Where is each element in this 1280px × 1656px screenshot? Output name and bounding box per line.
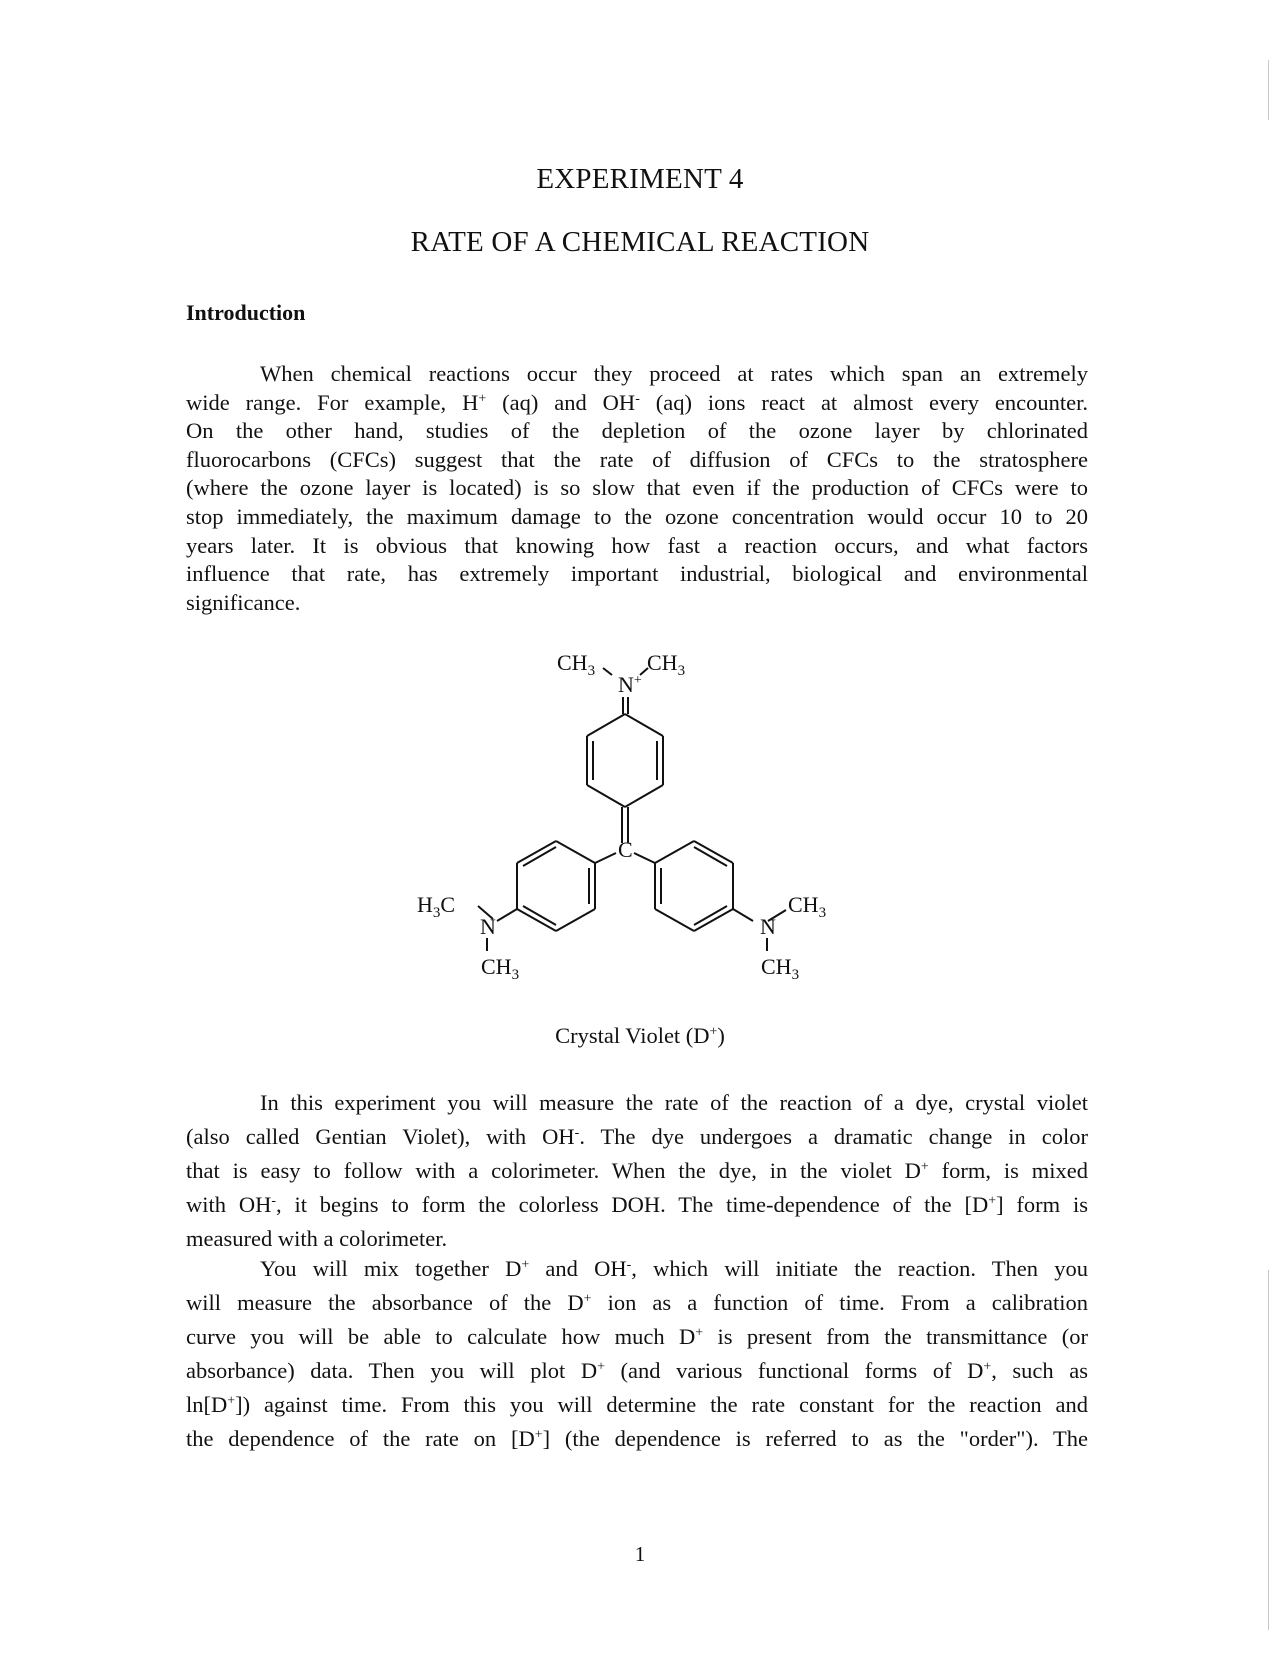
scan-edge-mark xyxy=(1268,60,1269,120)
atom-label: $CH_3$ xyxy=(761,954,800,983)
atom-label: $CH_3$ xyxy=(557,650,596,679)
text-line: curve you will be able to calculate how much D+ is present from the transmittance (or xyxy=(186,1324,1088,1349)
atom-label: C xyxy=(618,837,633,862)
text-line: that is easy to follow with a colorimeter. When the dye, in the violet D+ form, is mixed xyxy=(186,1158,1089,1183)
text-line: absorbance) data. Then you will plot D+ (and various functional forms of D+, such as xyxy=(186,1358,1088,1383)
experiment-title: EXPERIMENT 4 xyxy=(536,163,744,195)
atom-label: $CH_3$ xyxy=(481,954,520,983)
text-line: significance. xyxy=(186,589,301,615)
atom-label: N xyxy=(480,914,496,939)
atom-label: N+ xyxy=(618,672,642,697)
text-line: influence that rate, has extremely important industrial, biological and environmental xyxy=(186,561,1088,587)
text-line: with OH-, it begins to form the colorless DOH. The time-dependence of the [D+] form is xyxy=(186,1192,1088,1217)
text-line: ln[D+]) against time. From this you will determine the rate constant for the reaction and xyxy=(186,1392,1088,1417)
text-line: stop immediately, the maximum damage to the ozone concentration would occur 10 to 20 xyxy=(186,503,1088,529)
text-line: (where the ozone layer is located) is so slow that even if the production of CFCs were to xyxy=(186,475,1088,501)
page-number: 1 xyxy=(634,1542,646,1566)
text-line: fluorocarbons (CFCs) suggest that the rate of diffusion of CFCs to the stratosphere xyxy=(186,446,1088,472)
text-line: You will mix together D+ and OH-, which will initiate the reaction. Then you xyxy=(260,1256,1089,1281)
text-line: (also called Gentian Violet), with OH-. The dye undergoes a dramatic change in color xyxy=(186,1124,1088,1149)
procedure-paragraph xyxy=(186,1252,1088,1456)
atom-label: $CH_3$ xyxy=(788,892,827,921)
atom-label: $H_3C$ xyxy=(417,892,456,921)
text-line: wide range. For example, H+ (aq) and OH- (aq) ions react at almost every encounter. xyxy=(186,389,1088,415)
text-line: the dependence of the rate on [D+] (the dependence is referred to as the "order"). The xyxy=(186,1426,1088,1451)
text-line: will measure the absorbance of the D+ ion as a function of time. From a calibration xyxy=(186,1290,1089,1315)
text-line: On the other hand, studies of the depletion of the ozone layer by chlorinated xyxy=(186,418,1088,444)
text-line: measured with a colorimeter. xyxy=(186,1226,448,1251)
text-line: When chemical reactions occur they proceed at rates which span an extremely xyxy=(260,361,1088,386)
text-line: In this experiment you will measure the rate of the reaction of a dye, crystal violet xyxy=(260,1090,1088,1115)
bond-lines xyxy=(478,668,786,951)
text-line: years later. It is obvious that knowing how fast a reaction occurs, and what factors xyxy=(186,532,1088,558)
scan-edge-mark xyxy=(1268,1270,1269,1630)
experiment-paragraph xyxy=(186,1086,1088,1256)
experiment-subtitle: RATE OF A CHEMICAL REACTION xyxy=(410,226,870,258)
atom-label: N xyxy=(760,914,776,939)
atom-label: $CH_3$ xyxy=(647,650,686,679)
section-heading: Introduction xyxy=(186,300,306,325)
figure-caption: Crystal Violet (D+) xyxy=(555,1023,725,1048)
